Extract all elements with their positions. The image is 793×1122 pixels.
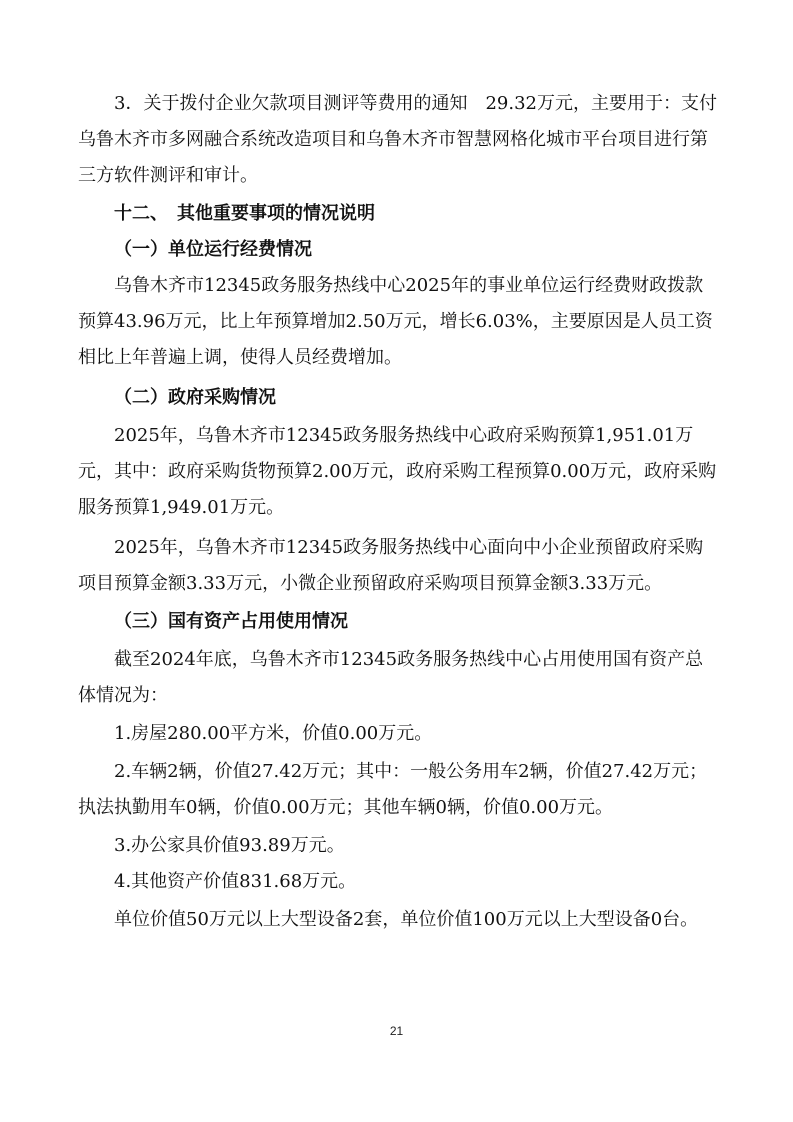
paragraph-procurement-budget: 2025年，乌鲁木齐市12345政务服务热线中心政府采购预算1,951.01万元，其中：政府采购货物预算2.00万元，政府采购工程预算0.00万元，政府采购服务预算1,949.01万元。 — [78, 425, 717, 518]
page-number: 21 — [389, 1024, 404, 1038]
subheading-state-assets: （三）国有资产占用使用情况 — [114, 611, 348, 632]
paragraph-housing: 1.房屋280.00平方米，价值0.00万元。 — [114, 723, 433, 744]
section-heading-other-matters: 十二、 其他重要事项的情况说明 — [114, 203, 375, 224]
paragraph-notice-fee: 3．关于拨付企业欠款项目测评等费用的通知 29.32万元，主要用于：支付乌鲁木齐市多网融合系统改造项目和乌鲁木齐市智慧网格化城市平台项目进行第三方软件测评和审计。 — [78, 93, 717, 186]
paragraph-assets-overview: 截至2024年底，乌鲁木齐市12345政务服务热线中心占用使用国有资产总体情况为： — [78, 649, 704, 706]
paragraph-vehicles: 2.车辆2辆，价值27.42万元；其中：一般公务用车2辆，价值27.42万元；执法执勤用车0辆，价值0.00万元；其他车辆0辆，价值0.00万元。 — [78, 761, 708, 818]
paragraph-furniture: 3.办公家具价值93.89万元。 — [114, 835, 345, 856]
paragraph-large-equipment: 单位价值50万元以上大型设备2套，单位价值100万元以上大型设备0台。 — [114, 909, 699, 930]
paragraph-other-assets: 4.其他资产价值831.68万元。 — [114, 871, 357, 892]
paragraph-sme-procurement: 2025年，乌鲁木齐市12345政务服务热线中心面向中小企业预留政府采购项目预算金额3.33万元，小微企业预留政府采购项目预算金额3.33万元。 — [78, 537, 704, 594]
paragraph-operating-funds: 乌鲁木齐市12345政务服务热线中心2025年的事业单位运行经费财政拨款预算43.96万元，比上年预算增加2.50万元，增长6.03%，主要原因是人员工资相比上年普遍上调，使得人员经费增加。 — [78, 275, 713, 368]
subheading-government-procurement: （二）政府采购情况 — [114, 387, 276, 408]
subheading-operating-funds: （一）单位运行经费情况 — [114, 239, 312, 260]
